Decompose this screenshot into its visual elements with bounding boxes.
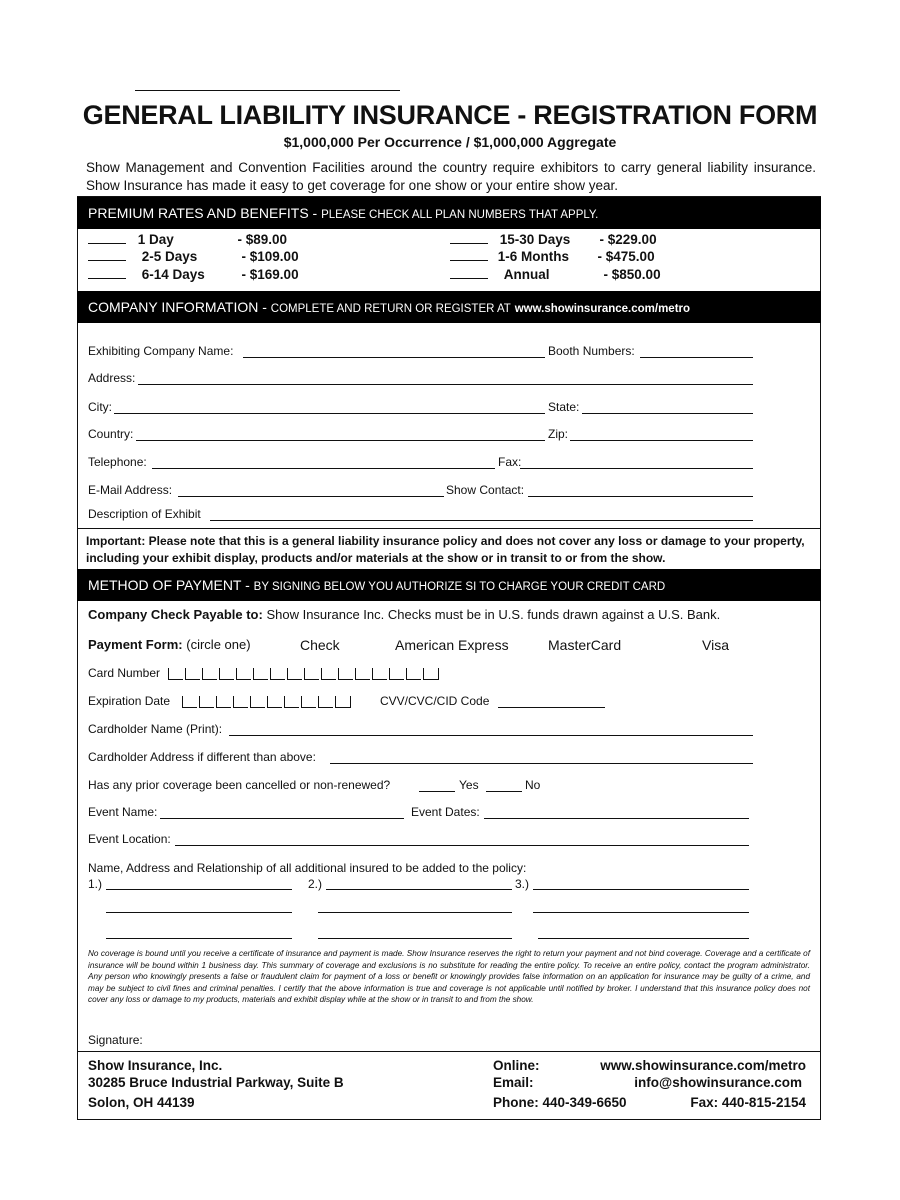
event-name-label: Event Name:	[88, 805, 158, 819]
payment-option-check[interactable]: Check	[300, 637, 340, 653]
address-input[interactable]	[138, 384, 753, 385]
check-payable-label: Company Check Payable to:	[88, 607, 263, 622]
insured-3-line-3[interactable]	[538, 938, 749, 939]
card-number-label: Card Number	[88, 666, 161, 680]
plan-checkbox[interactable]	[88, 278, 126, 279]
event-dates-label: Event Dates:	[411, 805, 480, 819]
country-input[interactable]	[136, 440, 545, 441]
insured-2-line-3[interactable]	[318, 938, 512, 939]
payment-option-visa[interactable]: Visa	[702, 637, 729, 653]
section-divider	[77, 528, 821, 529]
insured-1-input[interactable]	[106, 889, 292, 890]
signature-line-top	[135, 90, 400, 91]
plan-checkbox[interactable]	[88, 260, 126, 261]
footer-fax: Fax: 440-815-2154	[690, 1095, 806, 1110]
plan-price: - $89.00	[237, 232, 288, 247]
plan-checkbox[interactable]	[450, 278, 488, 279]
plan-term: 2-5 Days	[141, 249, 198, 264]
state-input[interactable]	[582, 413, 753, 414]
prior-coverage-no-label: No	[525, 778, 541, 792]
footer-online-label: Online:	[493, 1058, 540, 1073]
payment-form-label: Payment Form:	[88, 637, 183, 652]
booth-input[interactable]	[640, 357, 753, 358]
prior-coverage-no-input[interactable]	[486, 791, 522, 792]
payment-heading: METHOD OF PAYMENT -	[88, 577, 250, 593]
event-name-input[interactable]	[160, 818, 404, 819]
signature-label: Signature:	[88, 1033, 143, 1047]
plan-row[interactable]	[88, 267, 299, 282]
email-label: E-Mail Address:	[88, 483, 173, 497]
show-contact-input[interactable]	[528, 496, 753, 497]
important-notice: Important: Please note that this is a general liability insurance policy and does not cover any loss or damage to your property, including your exhibit display, products and/or materials at the show or in transit to or from the show.	[86, 534, 805, 565]
company-heading: COMPANY INFORMATION -	[88, 299, 267, 315]
city-label: City:	[88, 400, 112, 414]
premium-heading: PREMIUM RATES AND BENEFITS -	[88, 205, 318, 221]
plan-checkbox[interactable]	[450, 260, 488, 261]
cardholder-name-input[interactable]	[229, 735, 753, 736]
city-input[interactable]	[114, 413, 545, 414]
footer-phone: Phone: 440-349-6650	[493, 1095, 627, 1110]
event-location-input[interactable]	[175, 845, 749, 846]
fax-input[interactable]	[520, 468, 753, 469]
footer-email-link[interactable]: info@showinsurance.com	[634, 1075, 802, 1090]
address-label: Address:	[88, 371, 136, 385]
payment-form-hint: (circle one)	[186, 637, 251, 652]
premium-subheading: PLEASE CHECK ALL PLAN NUMBERS THAT APPLY.	[321, 209, 599, 221]
plan-term: 15-30 Days	[499, 232, 571, 247]
fax-label: Fax:	[498, 455, 522, 469]
fine-print: No coverage is bound until you receive a certificate of insurance and payment is made. Show Insurance reserves the right to return your payment and not bind coverage. Coverage and a certificate of insurance will be bound within 1 business day. This summary of coverage and exclusions is no substitute for reading the entire policy. To receive an entire policy, contact the program administrator. Any person who knowingly presents a false or fraudulent claim for payment of a loss or benefit or knowingly provides false information on an application for insurance may be guilty of a crime, and may be subject to civil fines and criminal penalties. I certify that the above information is true and coverage is not applicable until notified by broker. I understand that this insurance policy does not cover any loss or damage to my products, materials and exhibit display while at the show or in transit to and from the show.	[88, 949, 810, 1005]
zip-label: Zip:	[548, 427, 569, 441]
cardholder-address-label: Cardholder Address if different than above:	[88, 750, 316, 764]
prior-coverage-yes-label: Yes	[459, 778, 479, 792]
payment-option-amex[interactable]: American Express	[395, 637, 509, 653]
intro-paragraph: Show Management and Convention Facilities around the country require exhibitors to carry general liability insurance. Show Insurance has made it easy to get coverage for one show or your entire show year.	[86, 160, 816, 193]
footer-website-link[interactable]: www.showinsurance.com/metro	[600, 1058, 806, 1073]
telephone-label: Telephone:	[88, 455, 147, 469]
insured-2-line-2[interactable]	[318, 912, 512, 913]
payment-subheading: BY SIGNING BELOW YOU AUTHORIZE SI TO CHARGE YOUR CREDIT CARD	[253, 581, 666, 593]
footer-company: Show Insurance, Inc.	[88, 1058, 223, 1073]
event-location-label: Event Location:	[88, 832, 171, 846]
check-payable-text: Show Insurance Inc. Checks must be in U.S. funds drawn against a U.S. Bank.	[266, 607, 721, 622]
company-url: www.showinsurance.com/metro	[514, 303, 691, 315]
payment-bar	[77, 569, 821, 601]
footer-street: 30285 Bruce Industrial Parkway, Suite B	[88, 1075, 344, 1090]
payment-option-mastercard[interactable]: MasterCard	[548, 637, 622, 653]
insured-1-line-2[interactable]	[106, 912, 292, 913]
card-number-boxes[interactable]	[168, 667, 441, 685]
expiration-boxes[interactable]	[182, 695, 353, 713]
show-contact-label: Show Contact:	[446, 483, 525, 497]
company-info-bar	[77, 291, 821, 323]
prior-coverage-label: Has any prior coverage been cancelled or non-renewed?	[88, 778, 391, 792]
company-subheading: COMPLETE AND RETURN OR REGISTER AT	[270, 303, 511, 315]
plan-row[interactable]	[450, 249, 655, 264]
plan-term: 6-14 Days	[141, 267, 205, 282]
cardholder-address-input[interactable]	[330, 763, 753, 764]
description-label: Description of Exhibit	[88, 507, 201, 521]
telephone-input[interactable]	[152, 468, 495, 469]
company-name-label: Exhibiting Company Name:	[88, 344, 234, 358]
plan-price: - $475.00	[597, 249, 655, 264]
company-name-input[interactable]	[243, 357, 545, 358]
email-input[interactable]	[178, 496, 444, 497]
event-dates-input[interactable]	[484, 818, 749, 819]
cvv-input[interactable]	[498, 707, 605, 708]
zip-input[interactable]	[570, 440, 753, 441]
expiration-label: Expiration Date	[88, 694, 171, 708]
form-title: GENERAL LIABILITY INSURANCE - REGISTRATION FORM	[82, 100, 818, 130]
plan-term: Annual	[503, 267, 550, 282]
insured-2-input[interactable]	[326, 889, 512, 890]
insured-1-label: 1.)	[88, 877, 103, 891]
form-subtitle: $1,000,000 Per Occurrence / $1,000,000 Aggregate	[283, 134, 617, 150]
plan-checkbox[interactable]	[88, 243, 126, 244]
plan-price: - $169.00	[241, 267, 299, 282]
footer-email-label: Email:	[493, 1075, 534, 1090]
plan-row[interactable]	[450, 232, 657, 247]
insured-3-label: 3.)	[515, 877, 530, 891]
cardholder-name-label: Cardholder Name (Print):	[88, 722, 223, 736]
insured-3-input[interactable]	[533, 889, 749, 890]
footer-divider	[77, 1051, 821, 1052]
state-label: State:	[548, 400, 580, 414]
description-input[interactable]	[210, 520, 753, 521]
plan-term: 1 Day	[137, 232, 174, 247]
insured-1-line-3[interactable]	[106, 938, 292, 939]
check-payable-row	[88, 607, 720, 622]
booth-label: Booth Numbers:	[548, 344, 635, 358]
plan-row[interactable]	[88, 232, 287, 247]
plan-price: - $109.00	[241, 249, 299, 264]
insured-3-line-2[interactable]	[533, 912, 749, 913]
premium-rates-bar	[77, 197, 821, 229]
cvv-label: CVV/CVC/CID Code	[380, 694, 490, 708]
footer-city: Solon, OH 44139	[88, 1095, 195, 1110]
plan-term: 1-6 Months	[497, 249, 570, 264]
plan-price: - $850.00	[603, 267, 661, 282]
prior-coverage-yes-input[interactable]	[419, 791, 455, 792]
payment-form-row	[88, 637, 251, 652]
plan-row[interactable]	[450, 267, 661, 282]
additional-insured-label: Name, Address and Relationship of all additional insured to be added to the policy:	[88, 861, 527, 875]
plan-checkbox[interactable]	[450, 243, 488, 244]
plan-row[interactable]	[88, 249, 299, 264]
country-label: Country:	[88, 427, 134, 441]
insured-2-label: 2.)	[308, 877, 323, 891]
plan-price: - $229.00	[599, 232, 657, 247]
